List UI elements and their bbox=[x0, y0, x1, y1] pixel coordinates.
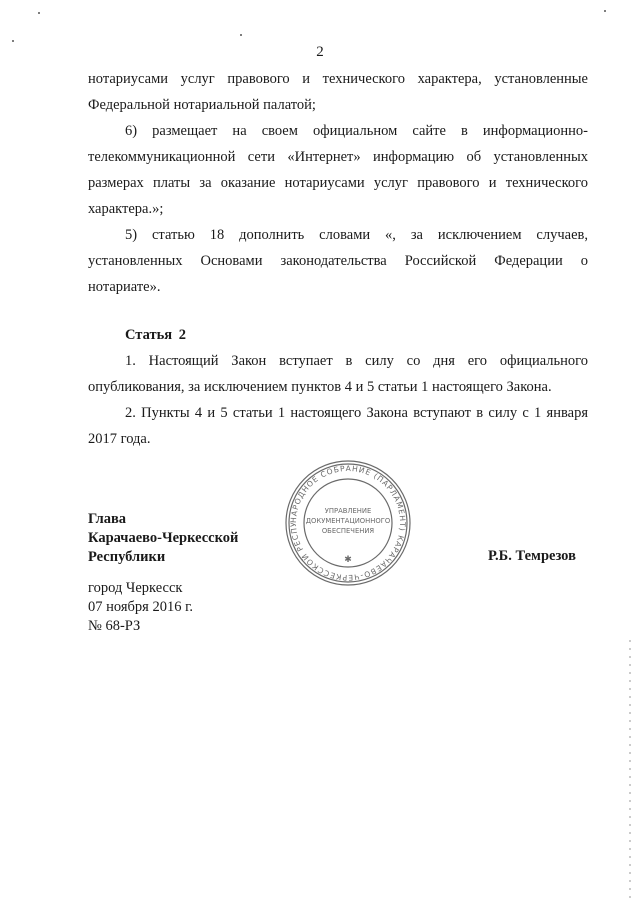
stamp-ring-text: НАРОДНОЕ СОБРАНИЕ (ПАРЛАМЕНТ) КАРАЧАЕВО-ЧЕРКЕССКОЙ РЕСПУ bbox=[288, 463, 408, 583]
article-paragraph-2: 2. Пункты 4 и 5 статьи 1 настоящего Закона вступают в силу с 1 января 2017 года. bbox=[88, 405, 588, 447]
scan-edge-line bbox=[628, 640, 632, 900]
signature-title bbox=[88, 510, 258, 567]
signed-info bbox=[88, 579, 193, 636]
article-heading: Статья 2 bbox=[125, 327, 186, 343]
paragraph-continuation: нотариусами услуг правового и технического характера, установленные Федеральной нотариальной палатой; bbox=[88, 71, 588, 113]
stamp-center-line: ДОКУМЕНТАЦИОННОГО bbox=[305, 517, 391, 525]
signed-city: город Черкесск bbox=[88, 580, 183, 596]
stamp-icon bbox=[284, 459, 412, 587]
document-body bbox=[88, 66, 588, 452]
signature-title-line: Карачаево-Черкесской bbox=[88, 530, 239, 546]
scan-speck bbox=[38, 12, 40, 14]
signature-title-line: Глава bbox=[88, 511, 127, 527]
page-number: 2 bbox=[316, 44, 324, 60]
scan-speck bbox=[12, 40, 14, 42]
scan-edge-marks bbox=[628, 640, 632, 900]
law-number: № 68-РЗ bbox=[88, 618, 141, 634]
signer-name: Р.Б. Темрезов bbox=[488, 548, 576, 564]
stamp-star-icon: ✱ bbox=[344, 554, 352, 564]
paragraph-item-6: 6) размещает на своем официальном сайте в информационно-телекоммуникационной сети «Интернет» информацию об установленных размерах платы за оказание нотариусами услуг правового и технического характера.»; bbox=[88, 123, 588, 217]
signature-title-line: Республики bbox=[88, 549, 166, 565]
paragraph-item-5: 5) статью 18 дополнить словами «, за исключением случаев, установленных Основами законодательства Российской Федерации о нотариате». bbox=[88, 227, 588, 295]
scan-speck bbox=[604, 10, 606, 12]
scan-speck bbox=[240, 34, 242, 36]
article-paragraph-1: 1. Настоящий Закон вступает в силу со дня его официального опубликования, за исключением пунктов 4 и 5 статьи 1 настоящего Закона. bbox=[88, 353, 588, 395]
stamp-center-line: ОБЕСПЕЧЕНИЯ bbox=[321, 527, 375, 535]
official-stamp bbox=[284, 459, 412, 587]
signed-date: 07 ноября 2016 г. bbox=[88, 599, 194, 615]
stamp-center-line: УПРАВЛЕНИЕ bbox=[324, 507, 372, 515]
